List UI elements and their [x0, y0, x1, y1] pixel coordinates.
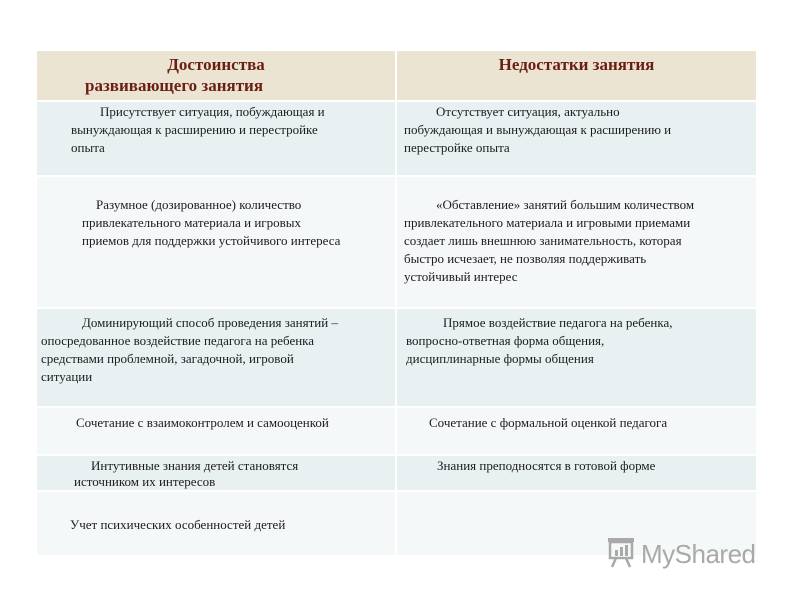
cell-line: Присутствует ситуация, побуждающая и	[100, 104, 325, 119]
header-advantages-line2: развивающего занятия	[85, 76, 264, 95]
table-row-3-advantage	[37, 309, 397, 408]
cell-line: Прямое воздействие педагога на ребенка,	[443, 315, 673, 330]
cell-line: вынуждающая к расширению и перестройке	[71, 122, 318, 137]
header-advantages-line1: Достоинства	[167, 55, 265, 74]
cell-line: побуждающая и вынуждающая к расширению и	[404, 122, 672, 137]
table-row-1-disadvantage	[397, 102, 756, 177]
table-row-5-disadvantage	[397, 456, 756, 492]
table-row-4-disadvantage	[397, 408, 756, 456]
cell-line: создает лишь внешнюю занимательность, которая	[404, 233, 682, 248]
cell-line: Сочетание с формальной оценкой педагога	[429, 415, 668, 430]
cell-line: ситуации	[41, 369, 93, 384]
cell-line: опыта	[71, 140, 105, 155]
table-row-6-advantage	[37, 492, 397, 557]
table-row-2-disadvantage	[397, 177, 756, 309]
cell-line: источником их интересов	[74, 474, 216, 489]
cell-line: Сочетание с взаимоконтролем и самооценкой	[76, 415, 329, 430]
cell-line: вопросно-ответная форма общения,	[406, 333, 605, 348]
cell-line: Знания преподносятся в готовой форме	[437, 458, 656, 473]
cell-line: опосредованное воздействие педагога на ребенка	[41, 333, 315, 348]
cell-line: Интутивные знания детей становятся	[91, 458, 299, 473]
cell-line: Отсутствует ситуация, актуально	[436, 104, 620, 119]
cell-line: Доминирующий способ проведения занятий –	[82, 315, 338, 330]
cell-line: Разумное (дозированное) количество	[96, 197, 302, 212]
header-disadvantages	[397, 51, 756, 102]
presentation-board-icon	[606, 536, 636, 573]
cell-line: привлекательного материала и игровыми приемами	[404, 215, 691, 230]
table-row-4-advantage	[37, 408, 397, 456]
cell-line: быстро исчезает, не позволяя поддерживать	[404, 251, 647, 266]
table-row-2-advantage	[37, 177, 397, 309]
watermark-text: MyShared	[641, 539, 756, 569]
myshared-watermark	[606, 536, 756, 573]
header-disadvantages-text: Недостатки занятия	[498, 55, 655, 74]
cell-line: привлекательного материала и игровых	[82, 215, 302, 230]
cell-line: дисциплинарные формы общения	[406, 351, 594, 366]
comparison-table	[37, 51, 756, 557]
cell-line: устойчивый интерес	[404, 269, 518, 284]
cell-line: «Обставление» занятий большим количеством	[436, 197, 695, 212]
cell-line: приемов для поддержки устойчивого интереса	[82, 233, 341, 248]
cell-line: перестройке опыта	[404, 140, 510, 155]
header-advantages	[37, 51, 397, 102]
cell-line: средствами проблемной, загадочной, игровой	[41, 351, 294, 366]
table-row-1-advantage	[37, 102, 397, 177]
table-row-3-disadvantage	[397, 309, 756, 408]
table-row-5-advantage	[37, 456, 397, 492]
cell-line: Учет психических особенностей детей	[70, 517, 286, 532]
